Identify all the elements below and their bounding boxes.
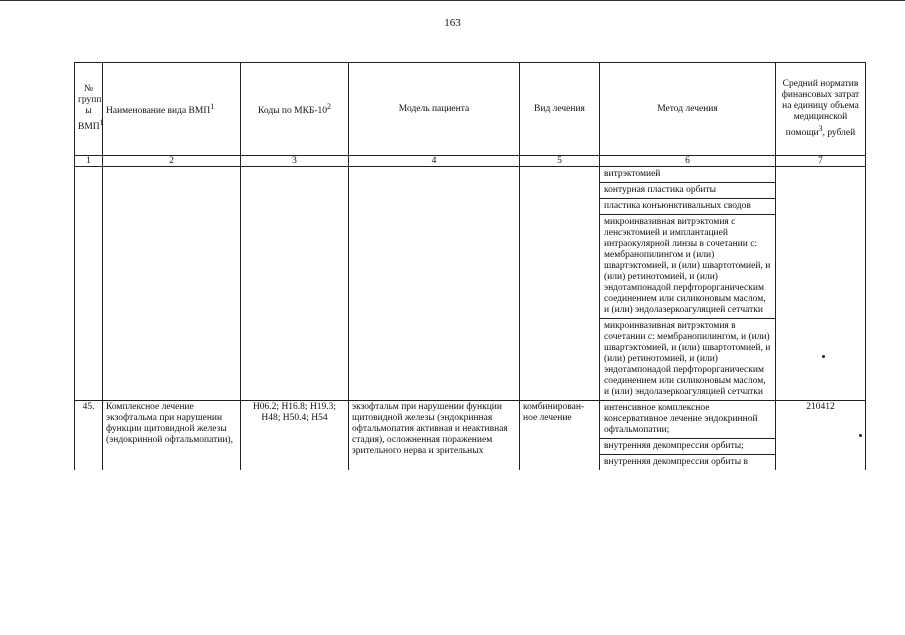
- empty-cell: [241, 167, 349, 401]
- column-number: 7: [776, 156, 866, 167]
- header-treatment-type: Вид лечения: [520, 63, 600, 156]
- column-number: 5: [520, 156, 600, 167]
- table-row-45: [75, 401, 866, 471]
- empty-cell: [520, 167, 600, 401]
- method-list: [600, 167, 776, 401]
- vmp-table: [74, 62, 866, 470]
- empty-cell: [776, 167, 866, 401]
- method-item: пластика конъюнктивальных сводов: [600, 199, 775, 215]
- header-method: Метод лечения: [600, 63, 776, 156]
- vmp-name: Комплексное лечение экзофтальма при нарушении функции щитовидной железы (эндокринной офтальмопатии),: [103, 401, 241, 471]
- header-cost: Средний норматив финансовых затрат на единицу объема медицинской помощи$^3$, рублей: [776, 63, 866, 156]
- header-icd-codes: Коды по МКБ-$10^2$: [241, 63, 349, 156]
- empty-cell: [75, 167, 103, 401]
- header-patient-model: Модель пациента: [349, 63, 520, 156]
- column-number: 6: [600, 156, 776, 167]
- treatment-type: комбинирован-ное лечение: [520, 401, 600, 471]
- average-cost: 210412: [776, 401, 866, 471]
- header-row: [75, 63, 866, 156]
- method-list: [600, 401, 776, 471]
- empty-cell: [349, 167, 520, 401]
- column-number-row: [75, 156, 866, 167]
- empty-cell: [103, 167, 241, 401]
- patient-model: экзофтальм при нарушении функции щитовидной железы (эндокринная офтальмопатия активная и неактивная стадия), осложненная поражением зрительного нерва и зрительных: [349, 401, 520, 471]
- method-item: внутренняя декомпрессия орбиты;: [600, 439, 775, 455]
- scan-speck: [859, 434, 862, 437]
- top-rule: [0, 0, 905, 1]
- header-group-no: № групп ы ВМП$^1$: [75, 63, 103, 156]
- page-number: 163: [444, 17, 461, 29]
- method-item: микроинвазивная витрэктомия в сочетании с: мембранопилингом, и (или) швартэктомией, и (или) швартотомией, и (или) ретинотомией, и (или) эндотампонадой перфторорганическим соединением или силиконовым маслом, и (или) эндолазеркоагуляцией сетчатки: [604, 321, 771, 397]
- column-number: 2: [103, 156, 241, 167]
- column-number: 4: [349, 156, 520, 167]
- method-item: внутренняя декомпрессия орбиты в: [604, 457, 748, 467]
- header-vmp-name: Наименование вида ВМП$^1$: [103, 63, 241, 156]
- column-number: 3: [241, 156, 349, 167]
- column-number: 1: [75, 156, 103, 167]
- scan-speck: [822, 355, 825, 358]
- group-number: 45.: [75, 401, 103, 471]
- method-item: микроинвазивная витрэктомия с ленсэктомией и имплантацией интраокулярной линзы в сочетании с: мембранопилингом и (или) швартэктомией, и (или) швартотомией, и (или) ретинотомией, и (или) эндотампонадой перфторорганическим соединением или силиконовым маслом, и (или) эндолазеркоагуляцией сетчатки: [600, 215, 775, 319]
- icd-codes: H06.2; H16.8; H19.3; H48; H50.4; H54: [241, 401, 349, 471]
- continuation-row: [75, 167, 866, 401]
- method-item: контурная пластика орбиты: [600, 183, 775, 199]
- method-item: витрэктомией: [600, 167, 775, 183]
- method-item: интенсивное комплексное консервативное лечение эндокринной офтальмопатии;: [600, 401, 775, 439]
